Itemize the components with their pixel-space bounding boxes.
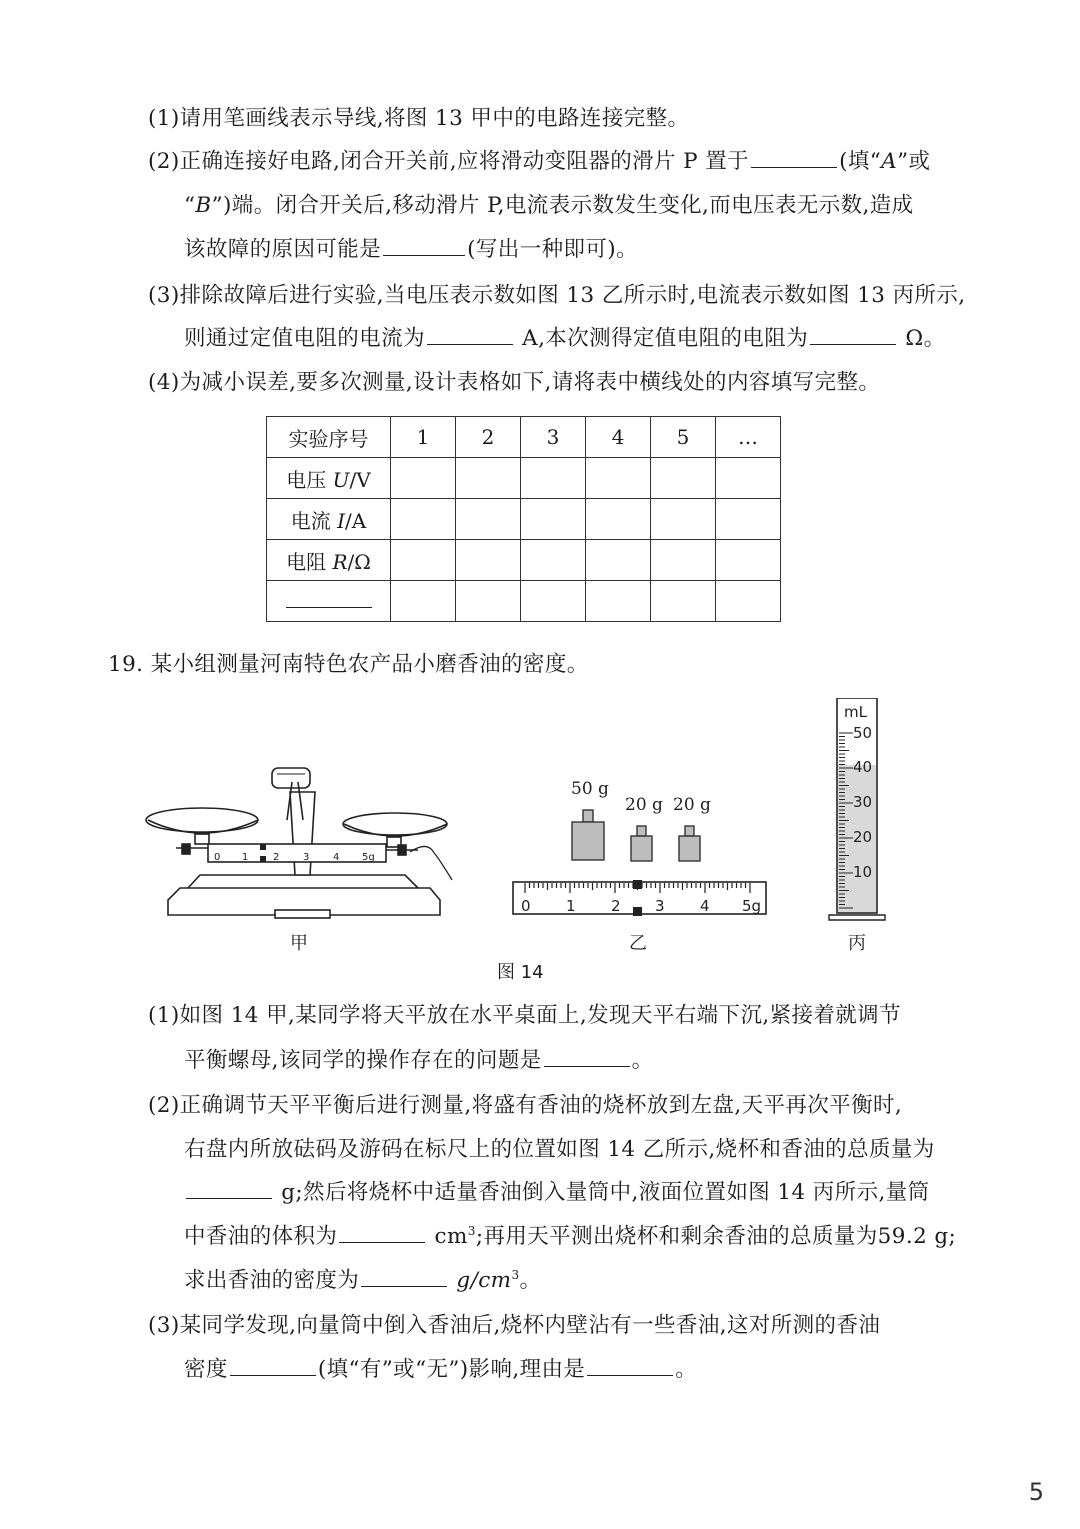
row-label-resistance: 电阻 R/Ω xyxy=(267,540,391,581)
table-cell[interactable] xyxy=(716,540,781,581)
cylinder-mark: 10 xyxy=(853,863,873,881)
weight-label: 20 g xyxy=(625,795,663,815)
figure-caption: 图 14 xyxy=(497,962,544,983)
row-label-voltage: 电压 U/V xyxy=(267,458,391,499)
table-header-cell: 1 xyxy=(391,417,456,458)
answer-blank[interactable] xyxy=(751,149,837,168)
table-cell[interactable] xyxy=(391,458,456,499)
answer-blank[interactable] xyxy=(587,1357,673,1376)
answer-blank[interactable] xyxy=(230,1357,316,1376)
table-cell[interactable] xyxy=(456,581,521,622)
weight-label: 50 g xyxy=(571,779,609,799)
table-cell[interactable] xyxy=(521,540,586,581)
table-row xyxy=(267,417,781,458)
table-header-cell: 3 xyxy=(521,417,586,458)
balance-tick-label: 2 xyxy=(273,852,280,863)
table-cell[interactable] xyxy=(586,458,651,499)
q18-part2-line3: 该故障的原因可能是 (写出一种即可)。 xyxy=(184,237,638,262)
q19-part2-line4: 中香油的体积为 $cm^3$;再用天平测出烧杯和剩余香油的总质量为59.2 g; xyxy=(184,1223,957,1249)
row-label-current: 电流 I/A xyxy=(267,499,391,540)
q18-part2-line1: (2)正确连接好电路,闭合开关前,应将滑动变阻器的滑片 P 置于 (填“A”或 xyxy=(148,149,931,174)
table-header-cell: … xyxy=(716,417,781,458)
cylinder-mark: 30 xyxy=(853,793,873,811)
rider-tick-label: 5g xyxy=(742,897,762,915)
table-cell[interactable] xyxy=(391,499,456,540)
table-cell[interactable] xyxy=(716,499,781,540)
balance-tick-label: 0 xyxy=(214,852,221,863)
q18-part3-line2: 则通过定值电阻的电流为 A,本次测得定值电阻的电阻为 Ω。 xyxy=(184,326,946,351)
table-row xyxy=(267,499,781,540)
table-cell[interactable] xyxy=(586,540,651,581)
q19-part2-line2: 右盘内所放砝码及游码在标尺上的位置如图 14 乙所示,烧杯和香油的总质量为 xyxy=(184,1137,935,1162)
q18-part3-line1: (3)排除故障后进行实验,当电压表示数如图 13 乙所示时,电流表示数如图 13 丙所示, xyxy=(148,283,966,308)
page-number: 5 xyxy=(1028,1478,1044,1506)
q19-part1-line1: (1)如图 14 甲,某同学将天平放在水平桌面上,发现天平右端下沉,紧接着就调节 xyxy=(148,1003,901,1028)
answer-blank[interactable] xyxy=(186,1180,272,1199)
answer-blank[interactable] xyxy=(383,237,465,256)
table-row xyxy=(267,458,781,499)
table-header-cell: 5 xyxy=(651,417,716,458)
balance-tick-label: 1 xyxy=(242,852,249,863)
q18-part2-line2: “B”)端。闭合开关后,移动滑片 P,电流表示数发生变化,而电压表无示数,造成 xyxy=(184,193,914,218)
table-cell[interactable] xyxy=(716,581,781,622)
q18-part1: (1)请用笔画线表示导线,将图 13 甲中的电路连接完整。 xyxy=(148,106,690,131)
table-cell[interactable] xyxy=(651,540,716,581)
table-cell[interactable] xyxy=(586,581,651,622)
table-header-cell: 4 xyxy=(586,417,651,458)
cylinder-unit: mL xyxy=(844,703,867,721)
answer-blank[interactable] xyxy=(286,593,372,608)
q19-part1-line2: 平衡螺母,该同学的操作存在的问题是 。 xyxy=(184,1048,654,1073)
table-cell[interactable] xyxy=(456,540,521,581)
rider-tick-label: 2 xyxy=(611,897,621,915)
weight-label: 20 g xyxy=(673,795,711,815)
table-cell[interactable] xyxy=(651,499,716,540)
graduated-cylinder-figure xyxy=(825,698,895,923)
q19-part2-line5: 求出香油的密度为 $g/cm^3$。 xyxy=(184,1267,542,1293)
experiment-table xyxy=(266,416,781,622)
table-header-cell: 2 xyxy=(456,417,521,458)
rider-tick-label: 4 xyxy=(700,897,710,915)
balance-scale-figure xyxy=(140,760,470,925)
table-cell[interactable] xyxy=(391,581,456,622)
table-cell[interactable] xyxy=(716,458,781,499)
q19-part3-line1: (3)某同学发现,向量筒中倒入香油后,烧杯内壁沾有一些香油,这对所测的香油 xyxy=(148,1313,881,1338)
rider-tick-label: 0 xyxy=(521,897,531,915)
balance-tick-label: 5g xyxy=(362,852,375,863)
answer-blank[interactable] xyxy=(544,1048,630,1067)
table-cell[interactable] xyxy=(456,499,521,540)
q19-part3-line2: 密度 (填“有”或“无”)影响,理由是 。 xyxy=(184,1357,698,1382)
answer-blank[interactable] xyxy=(427,326,513,345)
table-cell[interactable] xyxy=(521,499,586,540)
answer-blank[interactable] xyxy=(810,326,896,345)
weights-and-rider-figure xyxy=(505,770,775,930)
table-cell[interactable] xyxy=(651,581,716,622)
q19-part2-line1: (2)正确调节天平平衡后进行测量,将盛有香油的烧杯放到左盘,天平再次平衡时, xyxy=(148,1093,903,1118)
q19-part2-line3: g;然后将烧杯中适量香油倒入量筒中,液面位置如图 14 丙所示,量筒 xyxy=(184,1178,930,1208)
row-label-blank[interactable] xyxy=(267,581,391,622)
table-cell[interactable] xyxy=(521,458,586,499)
answer-blank[interactable] xyxy=(339,1224,425,1243)
table-row xyxy=(267,581,781,622)
table-row xyxy=(267,540,781,581)
rider-tick-label: 3 xyxy=(655,897,665,915)
cylinder-mark: 20 xyxy=(853,828,873,846)
cylinder-mark: 50 xyxy=(853,724,873,742)
balance-tick-label: 3 xyxy=(303,852,310,863)
rider-tick-label: 1 xyxy=(566,897,576,915)
table-cell[interactable] xyxy=(586,499,651,540)
table-cell[interactable] xyxy=(391,540,456,581)
q19-title: 19. 某小组测量河南特色农产品小磨香油的密度。 xyxy=(108,652,589,677)
answer-blank[interactable] xyxy=(361,1268,447,1287)
cylinder-mark: 40 xyxy=(853,758,873,776)
table-cell[interactable] xyxy=(651,458,716,499)
q18-part4: (4)为减小误差,要多次测量,设计表格如下,请将表中横线处的内容填写完整。 xyxy=(148,370,881,395)
table-cell[interactable] xyxy=(521,581,586,622)
table-cell[interactable] xyxy=(456,458,521,499)
figure-label-jia: 甲 xyxy=(290,933,308,954)
figure-label-bing: 丙 xyxy=(848,933,866,954)
table-header-cell: 实验序号 xyxy=(267,417,391,458)
figure-label-yi: 乙 xyxy=(629,933,647,954)
balance-tick-label: 4 xyxy=(333,852,340,863)
